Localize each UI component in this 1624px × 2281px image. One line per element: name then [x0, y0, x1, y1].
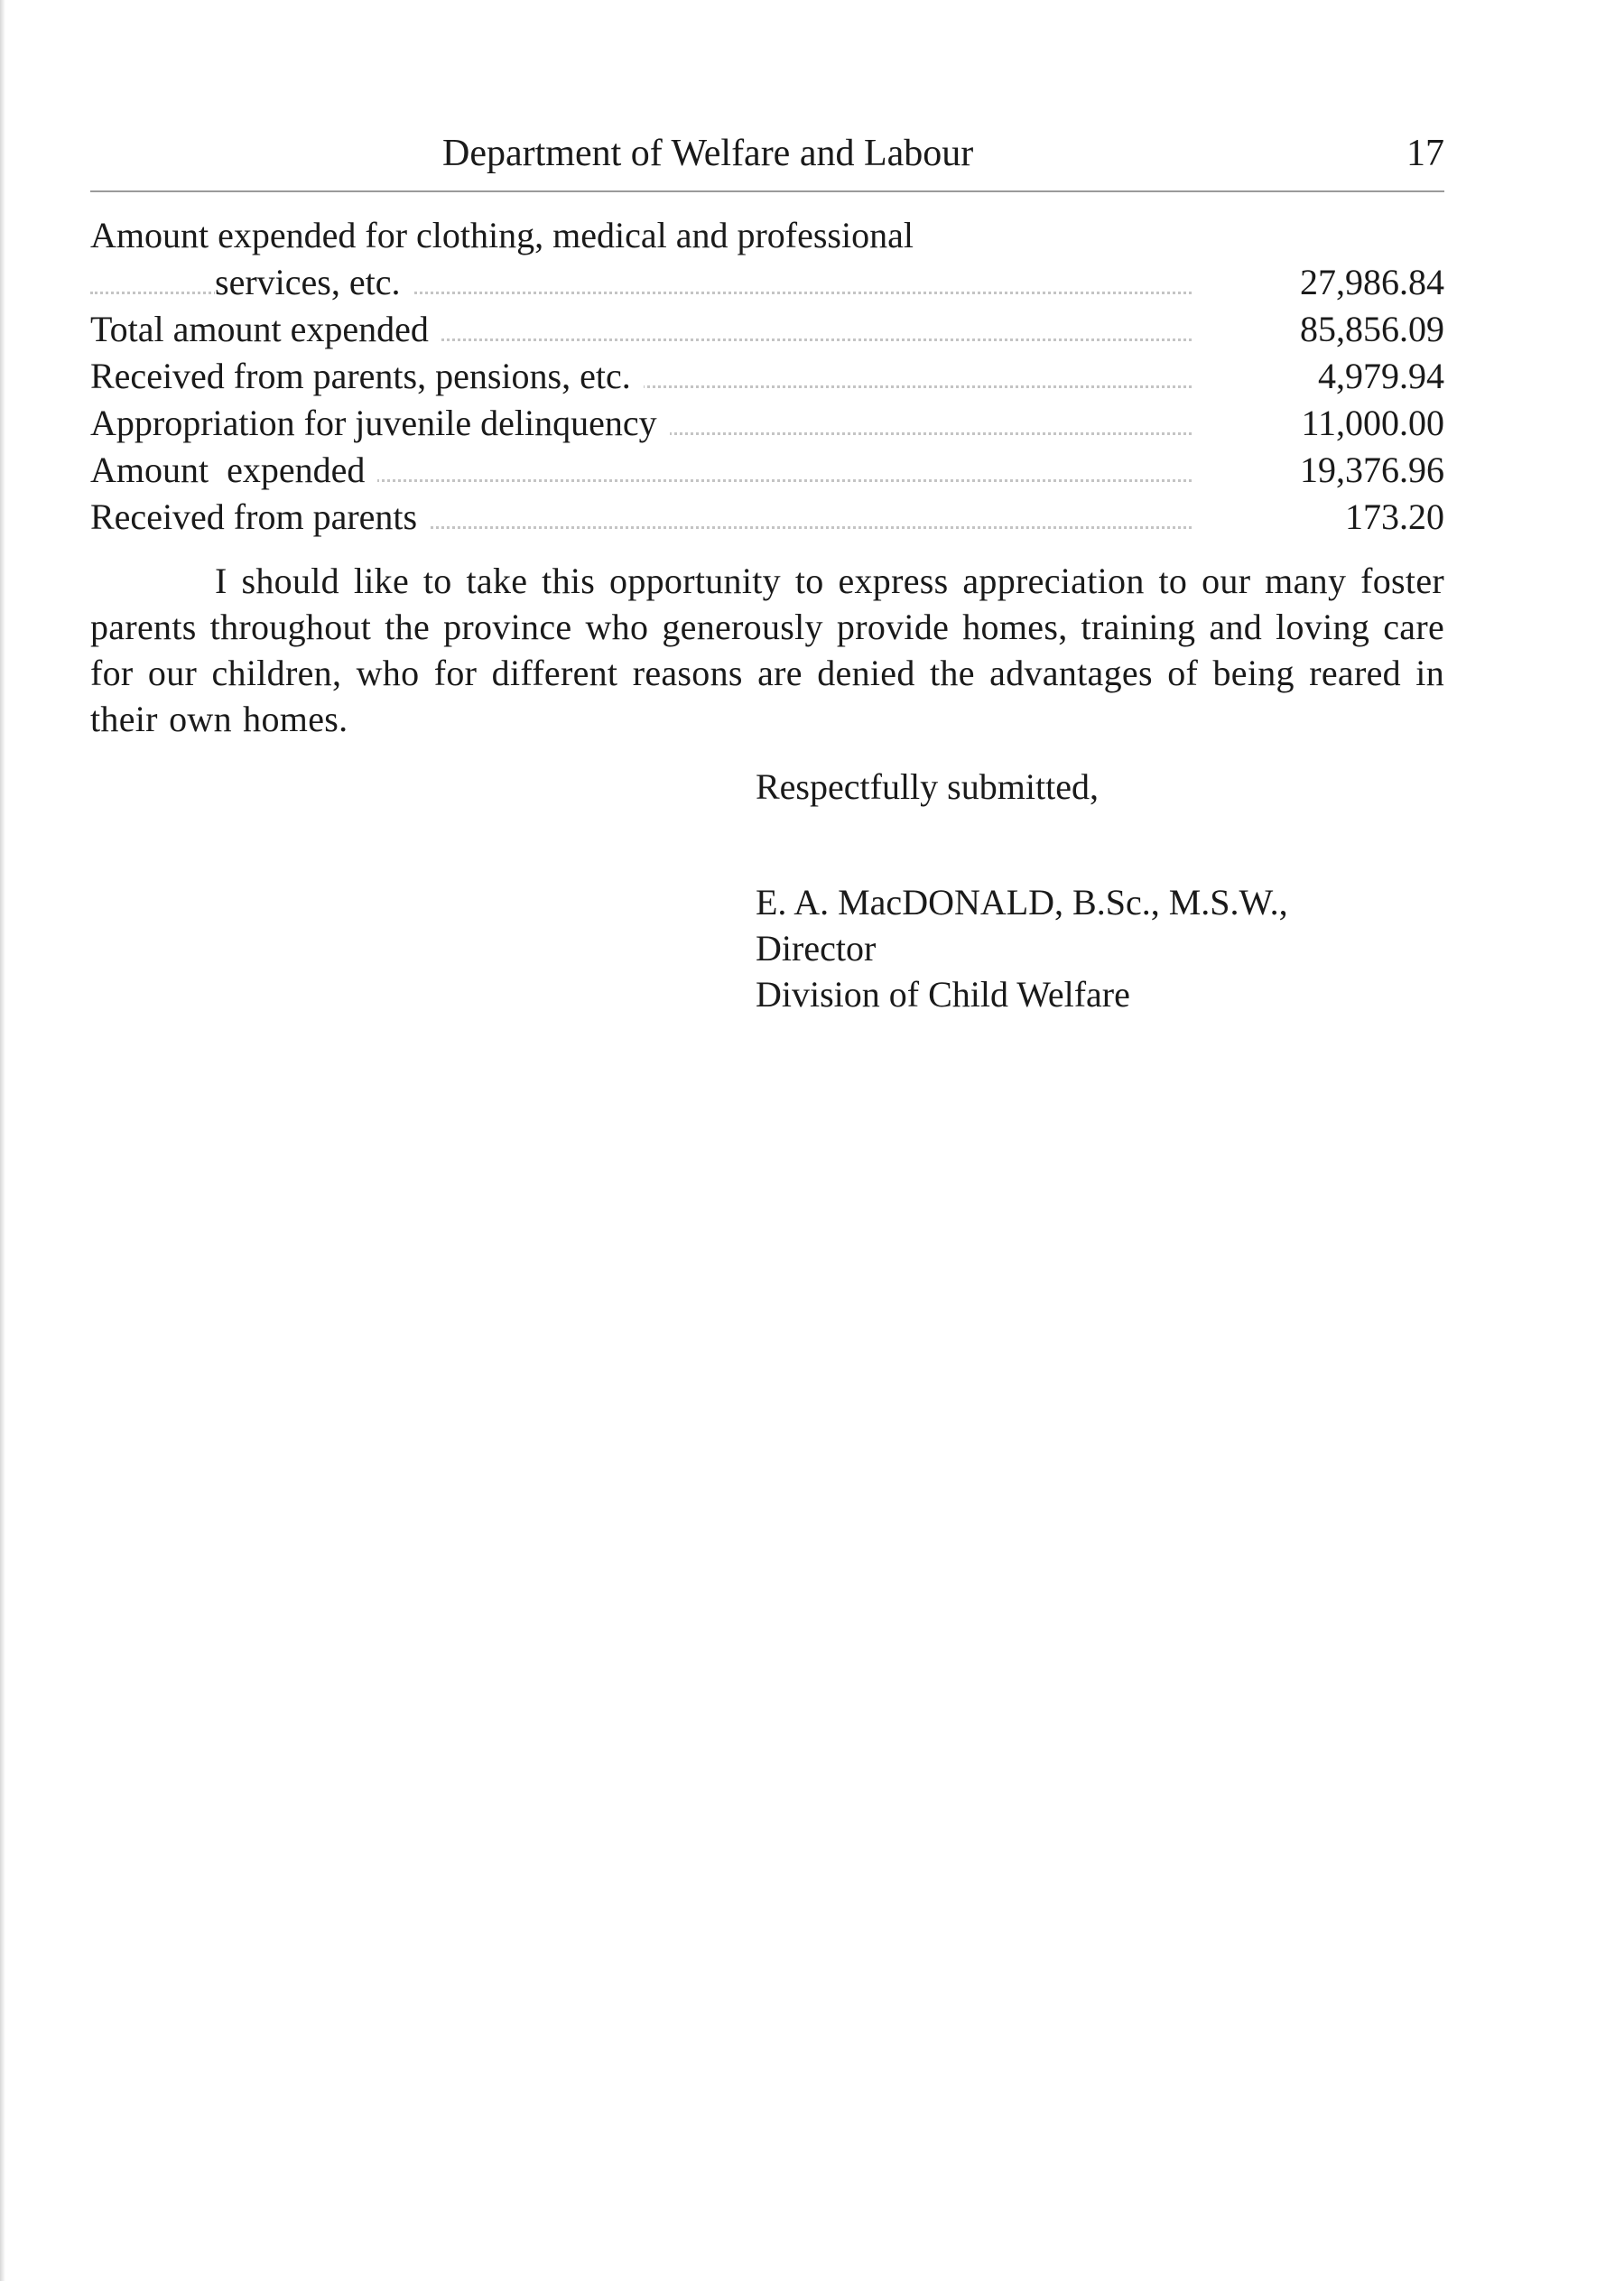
ledger-amount: 19,376.96	[1300, 450, 1444, 490]
page-number: 17	[1406, 133, 1444, 174]
ledger-label: Amount expended	[90, 447, 377, 494]
ledger-row	[90, 306, 1444, 353]
signatory-title: Director	[756, 928, 877, 969]
signatory-name: E. A. MacDONALD, B.Sc., M.S.W.,	[756, 882, 1288, 923]
running-head-title: Department of Welfare and Labour	[442, 133, 974, 174]
ledger-amount: 173.20	[1345, 496, 1444, 537]
signature-block	[756, 879, 1288, 1017]
ledger-row	[90, 259, 1444, 306]
scan-edge-shadow	[0, 0, 5, 2281]
closing-line: Respectfully submitted,	[756, 766, 1099, 807]
ledger-amount: 85,856.09	[1300, 309, 1444, 349]
ledger-label: Received from parents	[90, 494, 430, 541]
ledger-label: services, etc.	[215, 259, 413, 306]
ledger-label: Total amount expended	[90, 306, 441, 353]
ledger-row	[90, 400, 1444, 447]
ledger-label: Received from parents, pensions, etc.	[90, 353, 644, 400]
ledger-first-line: Amount expended for clothing, medical and professional	[90, 215, 914, 255]
header-rule	[90, 190, 1444, 192]
signatory-division: Division of Child Welfare	[756, 974, 1130, 1015]
ledger-amount: 27,986.84	[1300, 262, 1444, 302]
appreciation-paragraph: I should like to take this opportunity to express appreciation to our many foster parents throughout the province who generously provide homes, training and loving care for our children, who for different reasons are denied the advantages of being reared in their own homes.	[90, 561, 1444, 739]
ledger-amount: 4,979.94	[1318, 356, 1444, 396]
ledger-row	[90, 353, 1444, 400]
ledger-row	[90, 494, 1444, 541]
expenditure-ledger	[90, 212, 1444, 541]
ledger-row	[90, 447, 1444, 494]
ledger-amount: 11,000.00	[1301, 403, 1444, 443]
running-head	[90, 126, 1444, 181]
ledger-label: Appropriation for juvenile delinquency	[90, 400, 670, 447]
